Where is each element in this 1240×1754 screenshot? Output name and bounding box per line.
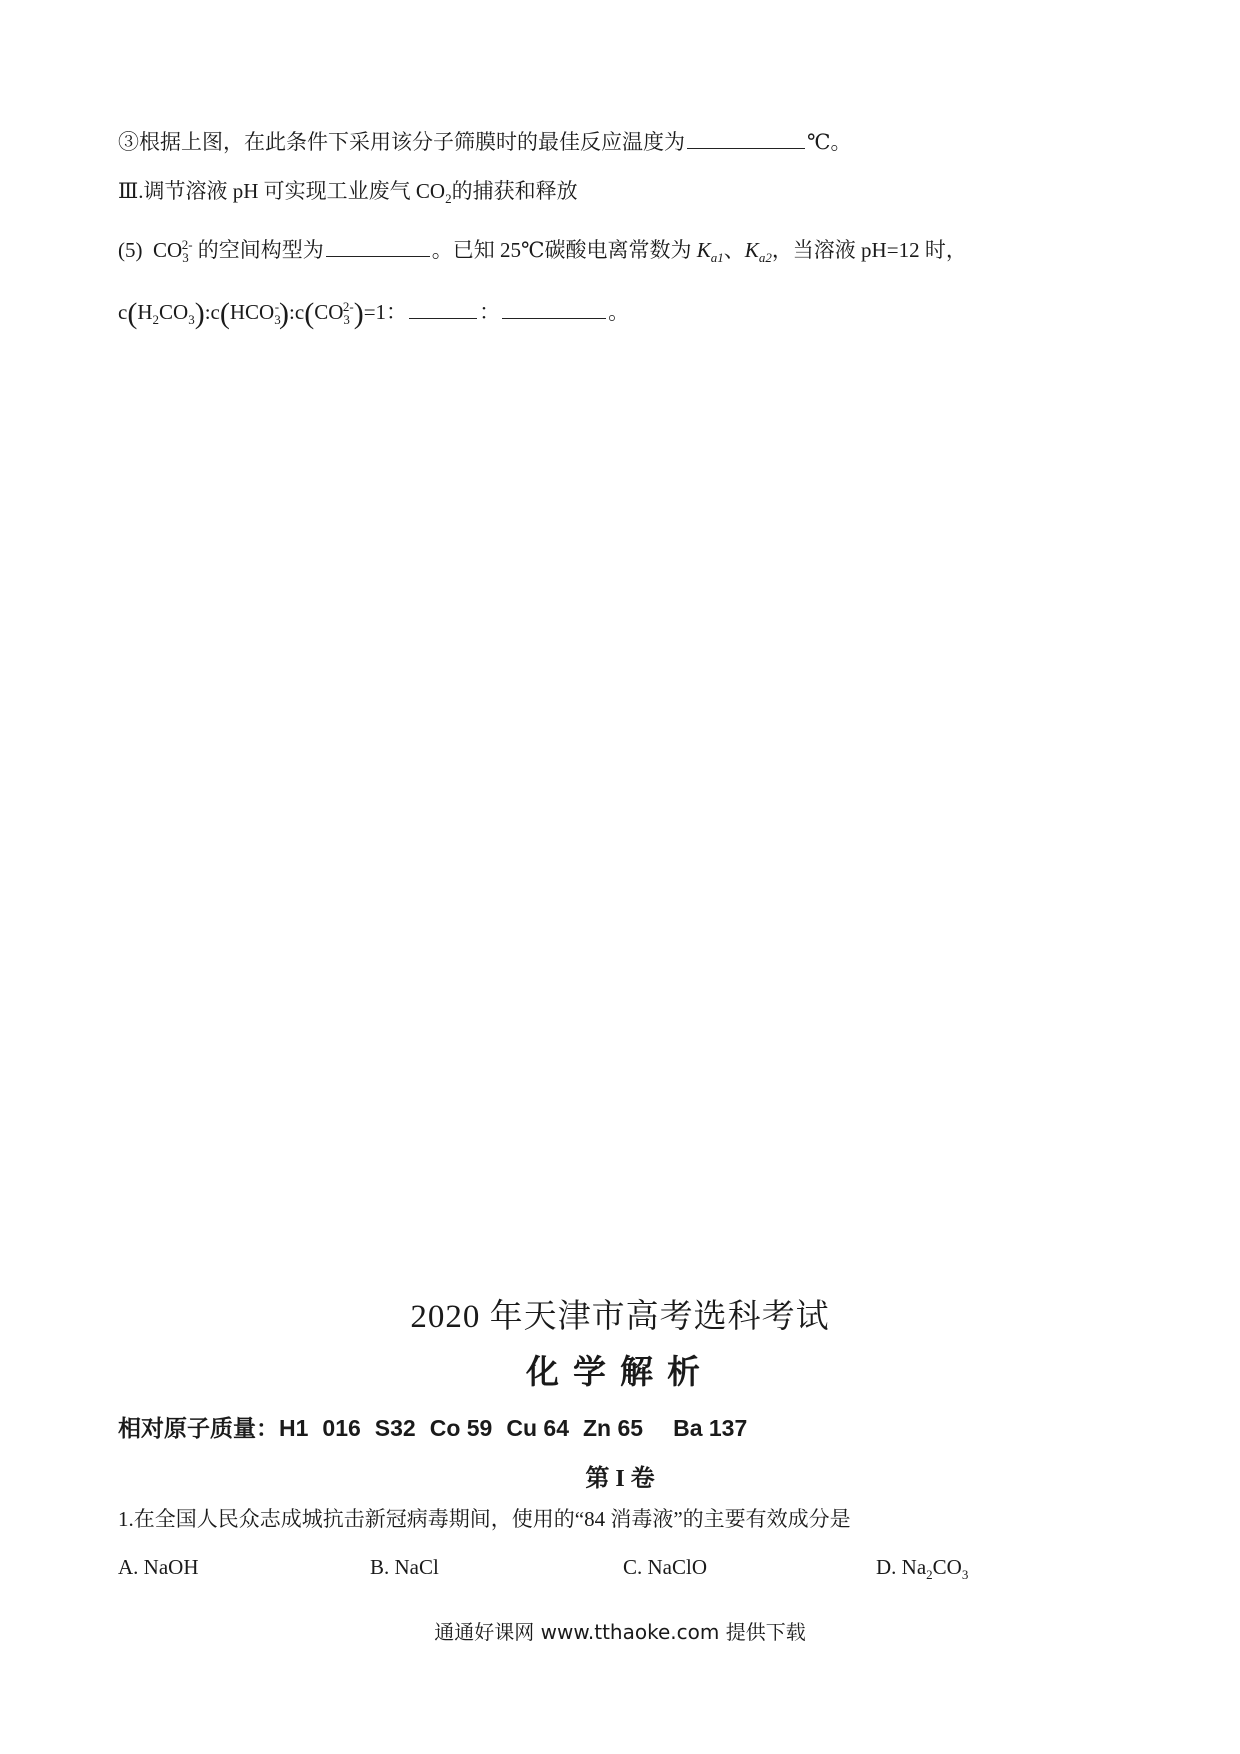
ka1-symbol: K bbox=[696, 238, 711, 262]
ratio-end: 。 bbox=[608, 300, 630, 324]
ratio-separator: ： bbox=[479, 300, 501, 324]
option-a: A. NaOH bbox=[118, 1555, 199, 1579]
co3-sup: 2- bbox=[342, 299, 354, 314]
mass-item: Ba 137 bbox=[673, 1415, 748, 1441]
hco3-sub: 3 bbox=[274, 312, 281, 328]
section-3-subscript: 2 bbox=[445, 191, 452, 207]
ratio-c-1: c bbox=[118, 300, 128, 324]
question-3-line bbox=[118, 128, 852, 156]
atomic-masses-label: 相对原子质量： bbox=[118, 1415, 279, 1441]
ka2-subscript: a2 bbox=[758, 250, 772, 266]
question-5-line bbox=[118, 236, 967, 264]
co3: CO bbox=[314, 300, 344, 324]
option-c: C. NaClO bbox=[623, 1555, 707, 1579]
h2co3-h: H bbox=[137, 300, 153, 324]
hco3: HCO bbox=[229, 300, 275, 324]
question-5-text-a: 的空间构型为 bbox=[197, 238, 324, 262]
co3-sub: 3 bbox=[343, 312, 350, 328]
h2co3-sub: 3 bbox=[188, 312, 195, 328]
question-3-text: ③根据上图，在此条件下采用该分子筛膜时的最佳反应温度为 bbox=[118, 130, 685, 154]
mass-item: Zn 65 bbox=[583, 1415, 644, 1441]
mass-item: S32 bbox=[374, 1415, 416, 1441]
mass-item: Cu 64 bbox=[506, 1415, 569, 1441]
section-3-text-suffix: 的捕获和释放 bbox=[451, 179, 578, 203]
answer-blank-temperature bbox=[687, 130, 805, 149]
section-3-heading bbox=[118, 177, 578, 205]
question-5-number: (5) bbox=[118, 238, 143, 262]
hco3-sup: - bbox=[274, 299, 280, 314]
exam-subtitle: 化学解析 bbox=[526, 1355, 714, 1391]
ratio-equation: $c(H_2CO_3):c(HCO_3^-):c(CO_3^{2-})=1$： ： 。 bbox=[118, 297, 630, 330]
ka1-subscript: a1 bbox=[710, 250, 724, 266]
mass-item: Co 59 bbox=[429, 1415, 493, 1441]
ka-separator: 、 bbox=[723, 238, 745, 262]
ratio-equals: =1： bbox=[363, 300, 408, 324]
answer-blank-geometry bbox=[326, 238, 430, 257]
h2co3-h-sub: 2 bbox=[152, 312, 159, 328]
answer-blank-ratio-2 bbox=[502, 300, 606, 319]
question-1-text: 1.在全国人民众志成城抗击新冠病毒期间，使用的“84 消毒液”的主要有效成分是 bbox=[118, 1507, 851, 1531]
atomic-masses bbox=[118, 1410, 761, 1443]
question-3-unit: ℃。 bbox=[807, 130, 852, 154]
ratio-colon-2: :c bbox=[289, 300, 305, 324]
exam-title: 2020 年天津市高考选科考试 bbox=[410, 1299, 830, 1335]
mass-item: H1 bbox=[279, 1415, 309, 1441]
option-d: D. $Na_2CO_3$ bbox=[876, 1555, 969, 1583]
question-5-text-b: 。已知 25℃碳酸电离常数为 bbox=[431, 238, 692, 262]
answer-blank-ratio-1 bbox=[409, 300, 477, 319]
ratio-colon-1: :c bbox=[204, 300, 220, 324]
volume-heading: 第 I 卷 bbox=[585, 1466, 655, 1492]
mass-item: 016 bbox=[322, 1415, 361, 1441]
option-b: B. NaCl bbox=[370, 1555, 439, 1579]
section-3-text: Ⅲ.调节溶液 pH 可实现工业废气 CO bbox=[118, 179, 446, 203]
h2co3-co: CO bbox=[159, 300, 189, 324]
footer-download-notice: 通通好课网 www.tthaoke.com 提供下载 bbox=[434, 1620, 806, 1644]
question-5-text-c: ，当溶液 pH=12 时， bbox=[771, 238, 967, 262]
ka2-symbol: K bbox=[744, 238, 759, 262]
carbonate-ion: $CO_3^{2-}$ bbox=[153, 237, 193, 266]
